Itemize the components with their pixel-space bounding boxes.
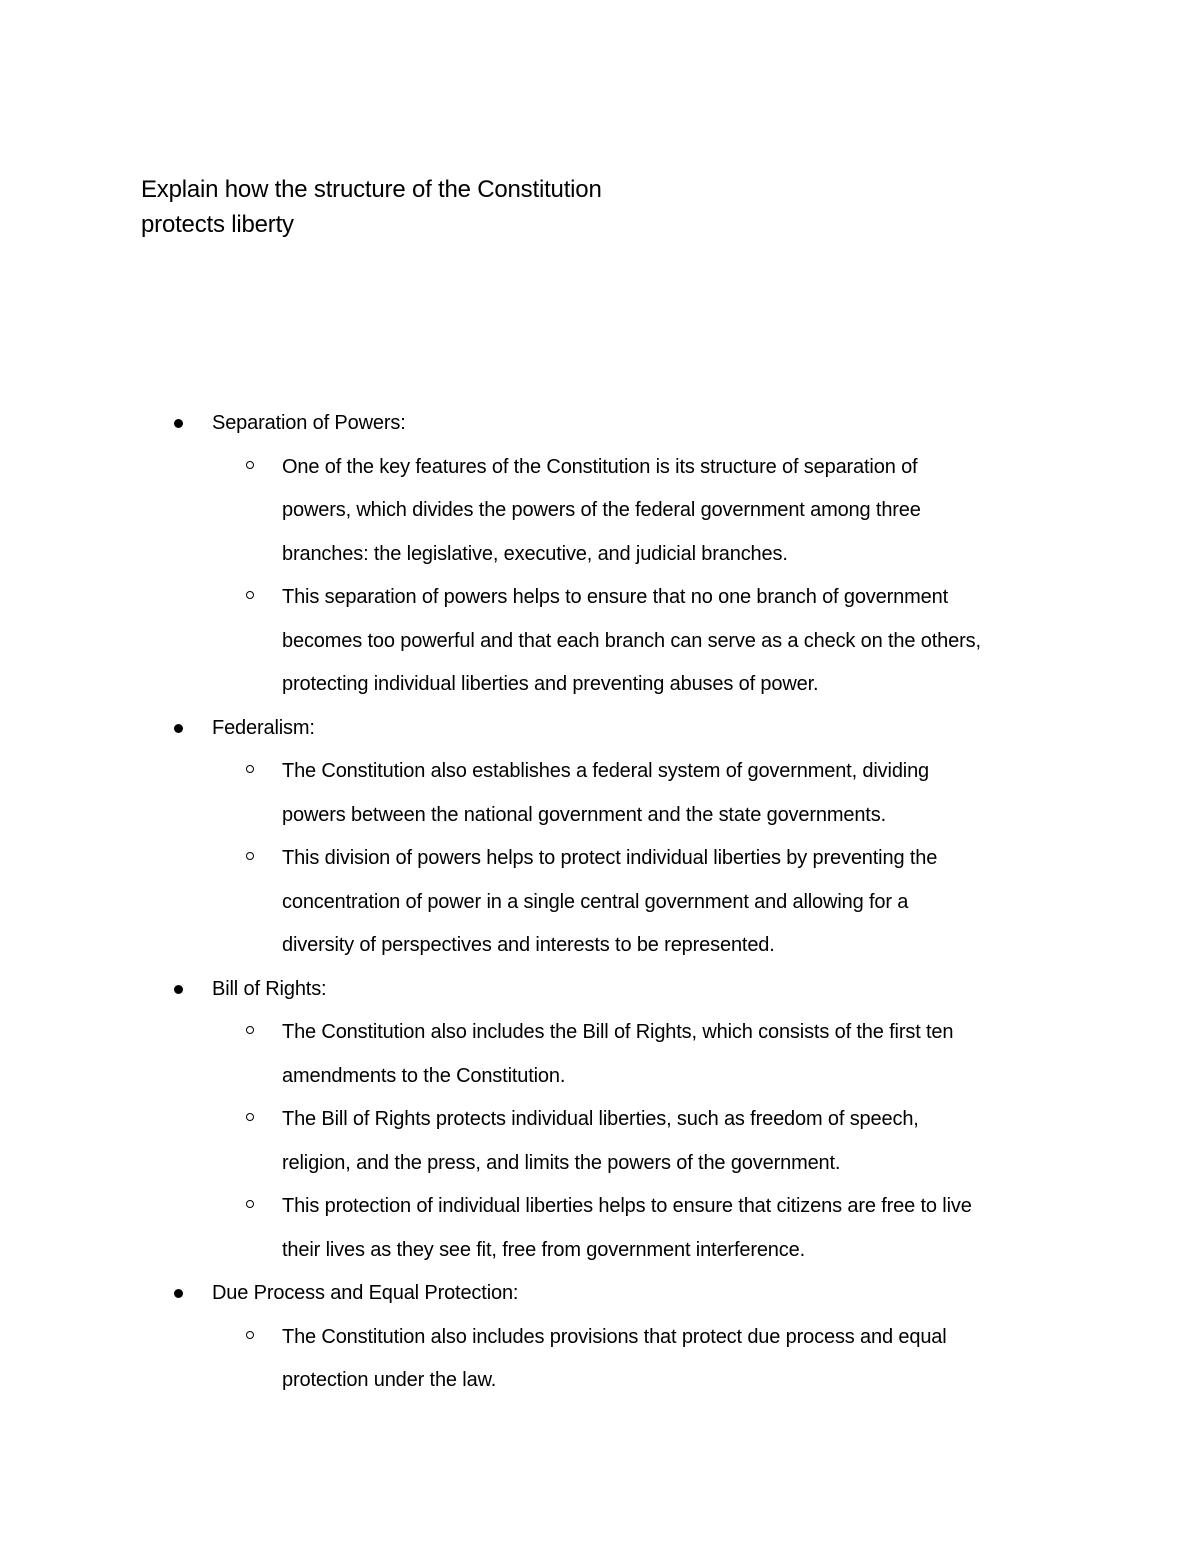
sub-point-line: The Constitution also includes the Bill of Rights, which consists of the first ten: [282, 1021, 954, 1043]
sub-point: [0, 1013, 1200, 1100]
sub-point: [0, 578, 1200, 709]
title-line: Explain how the structure of the Constitution: [141, 176, 602, 203]
sub-point-line: One of the key features of the Constitution is its structure of separation of: [282, 455, 918, 478]
bullet-circle-icon: [246, 1113, 254, 1121]
bullet-circle-icon: [246, 765, 254, 773]
sub-point: [0, 1318, 1200, 1405]
sub-point: [0, 752, 1200, 839]
sub-point-line: protection under the law.: [282, 1369, 497, 1391]
bullet-dot-icon: [174, 724, 183, 733]
sub-point-line: This protection of individual liberties helps to ensure that citizens are free to live: [282, 1195, 972, 1217]
sub-point-line: their lives as they see fit, free from government interference.: [282, 1238, 806, 1261]
outline-topic: [0, 1274, 1200, 1318]
sub-point: [0, 1100, 1200, 1187]
sub-point-line: powers, which divides the powers of the federal government among three: [282, 499, 921, 521]
bullet-circle-icon: [246, 591, 254, 599]
bullet-dot-icon: [174, 985, 183, 994]
sub-point-line: The Bill of Rights protects individual liberties, such as freedom of speech,: [282, 1108, 919, 1130]
bullet-circle-icon: [246, 1026, 254, 1034]
outline-topic: [0, 970, 1200, 1014]
sub-point-line: This division of powers helps to protect individual liberties by preventing the: [282, 847, 938, 869]
sub-point-line: concentration of power in a single central government and allowing for a: [282, 890, 909, 913]
outline-topic: [0, 709, 1200, 753]
sub-point-line: The Constitution also establishes a federal system of government, dividing: [282, 760, 930, 782]
bullet-dot-icon: [174, 1289, 183, 1298]
bullet-dot-icon: [174, 419, 183, 428]
bulleted-outline: [0, 404, 1200, 1405]
sub-point-line: protecting individual liberties and preventing abuses of power.: [282, 673, 819, 695]
topic-heading: Bill of Rights:: [212, 977, 327, 1000]
sub-point: [0, 448, 1200, 579]
page-title: [141, 172, 661, 242]
topic-heading: Federalism:: [212, 716, 315, 739]
topic-heading: Due Process and Equal Protection:: [212, 1282, 519, 1304]
sub-point-line: amendments to the Constitution.: [282, 1064, 566, 1087]
sub-point: [0, 839, 1200, 970]
sub-point-line: powers between the national government and the state governments.: [282, 803, 886, 826]
bullet-circle-icon: [246, 1331, 254, 1339]
sub-point-line: becomes too powerful and that each branch can serve as a check on the others,: [282, 629, 981, 652]
outline-topic: [0, 404, 1200, 448]
bullet-circle-icon: [246, 852, 254, 860]
sub-point-line: religion, and the press, and limits the powers of the government.: [282, 1151, 841, 1174]
bullet-circle-icon: [246, 461, 254, 469]
sub-point-line: The Constitution also includes provisions that protect due process and equal: [282, 1325, 947, 1348]
topic-heading: Separation of Powers:: [212, 412, 406, 434]
sub-point-line: This separation of powers helps to ensure that no one branch of government: [282, 586, 948, 608]
sub-point-line: diversity of perspectives and interests to be represented.: [282, 934, 775, 956]
sub-point-line: branches: the legislative, executive, and judicial branches.: [282, 542, 788, 565]
bullet-circle-icon: [246, 1200, 254, 1208]
title-line: protects liberty: [141, 211, 294, 238]
sub-point: [0, 1187, 1200, 1274]
